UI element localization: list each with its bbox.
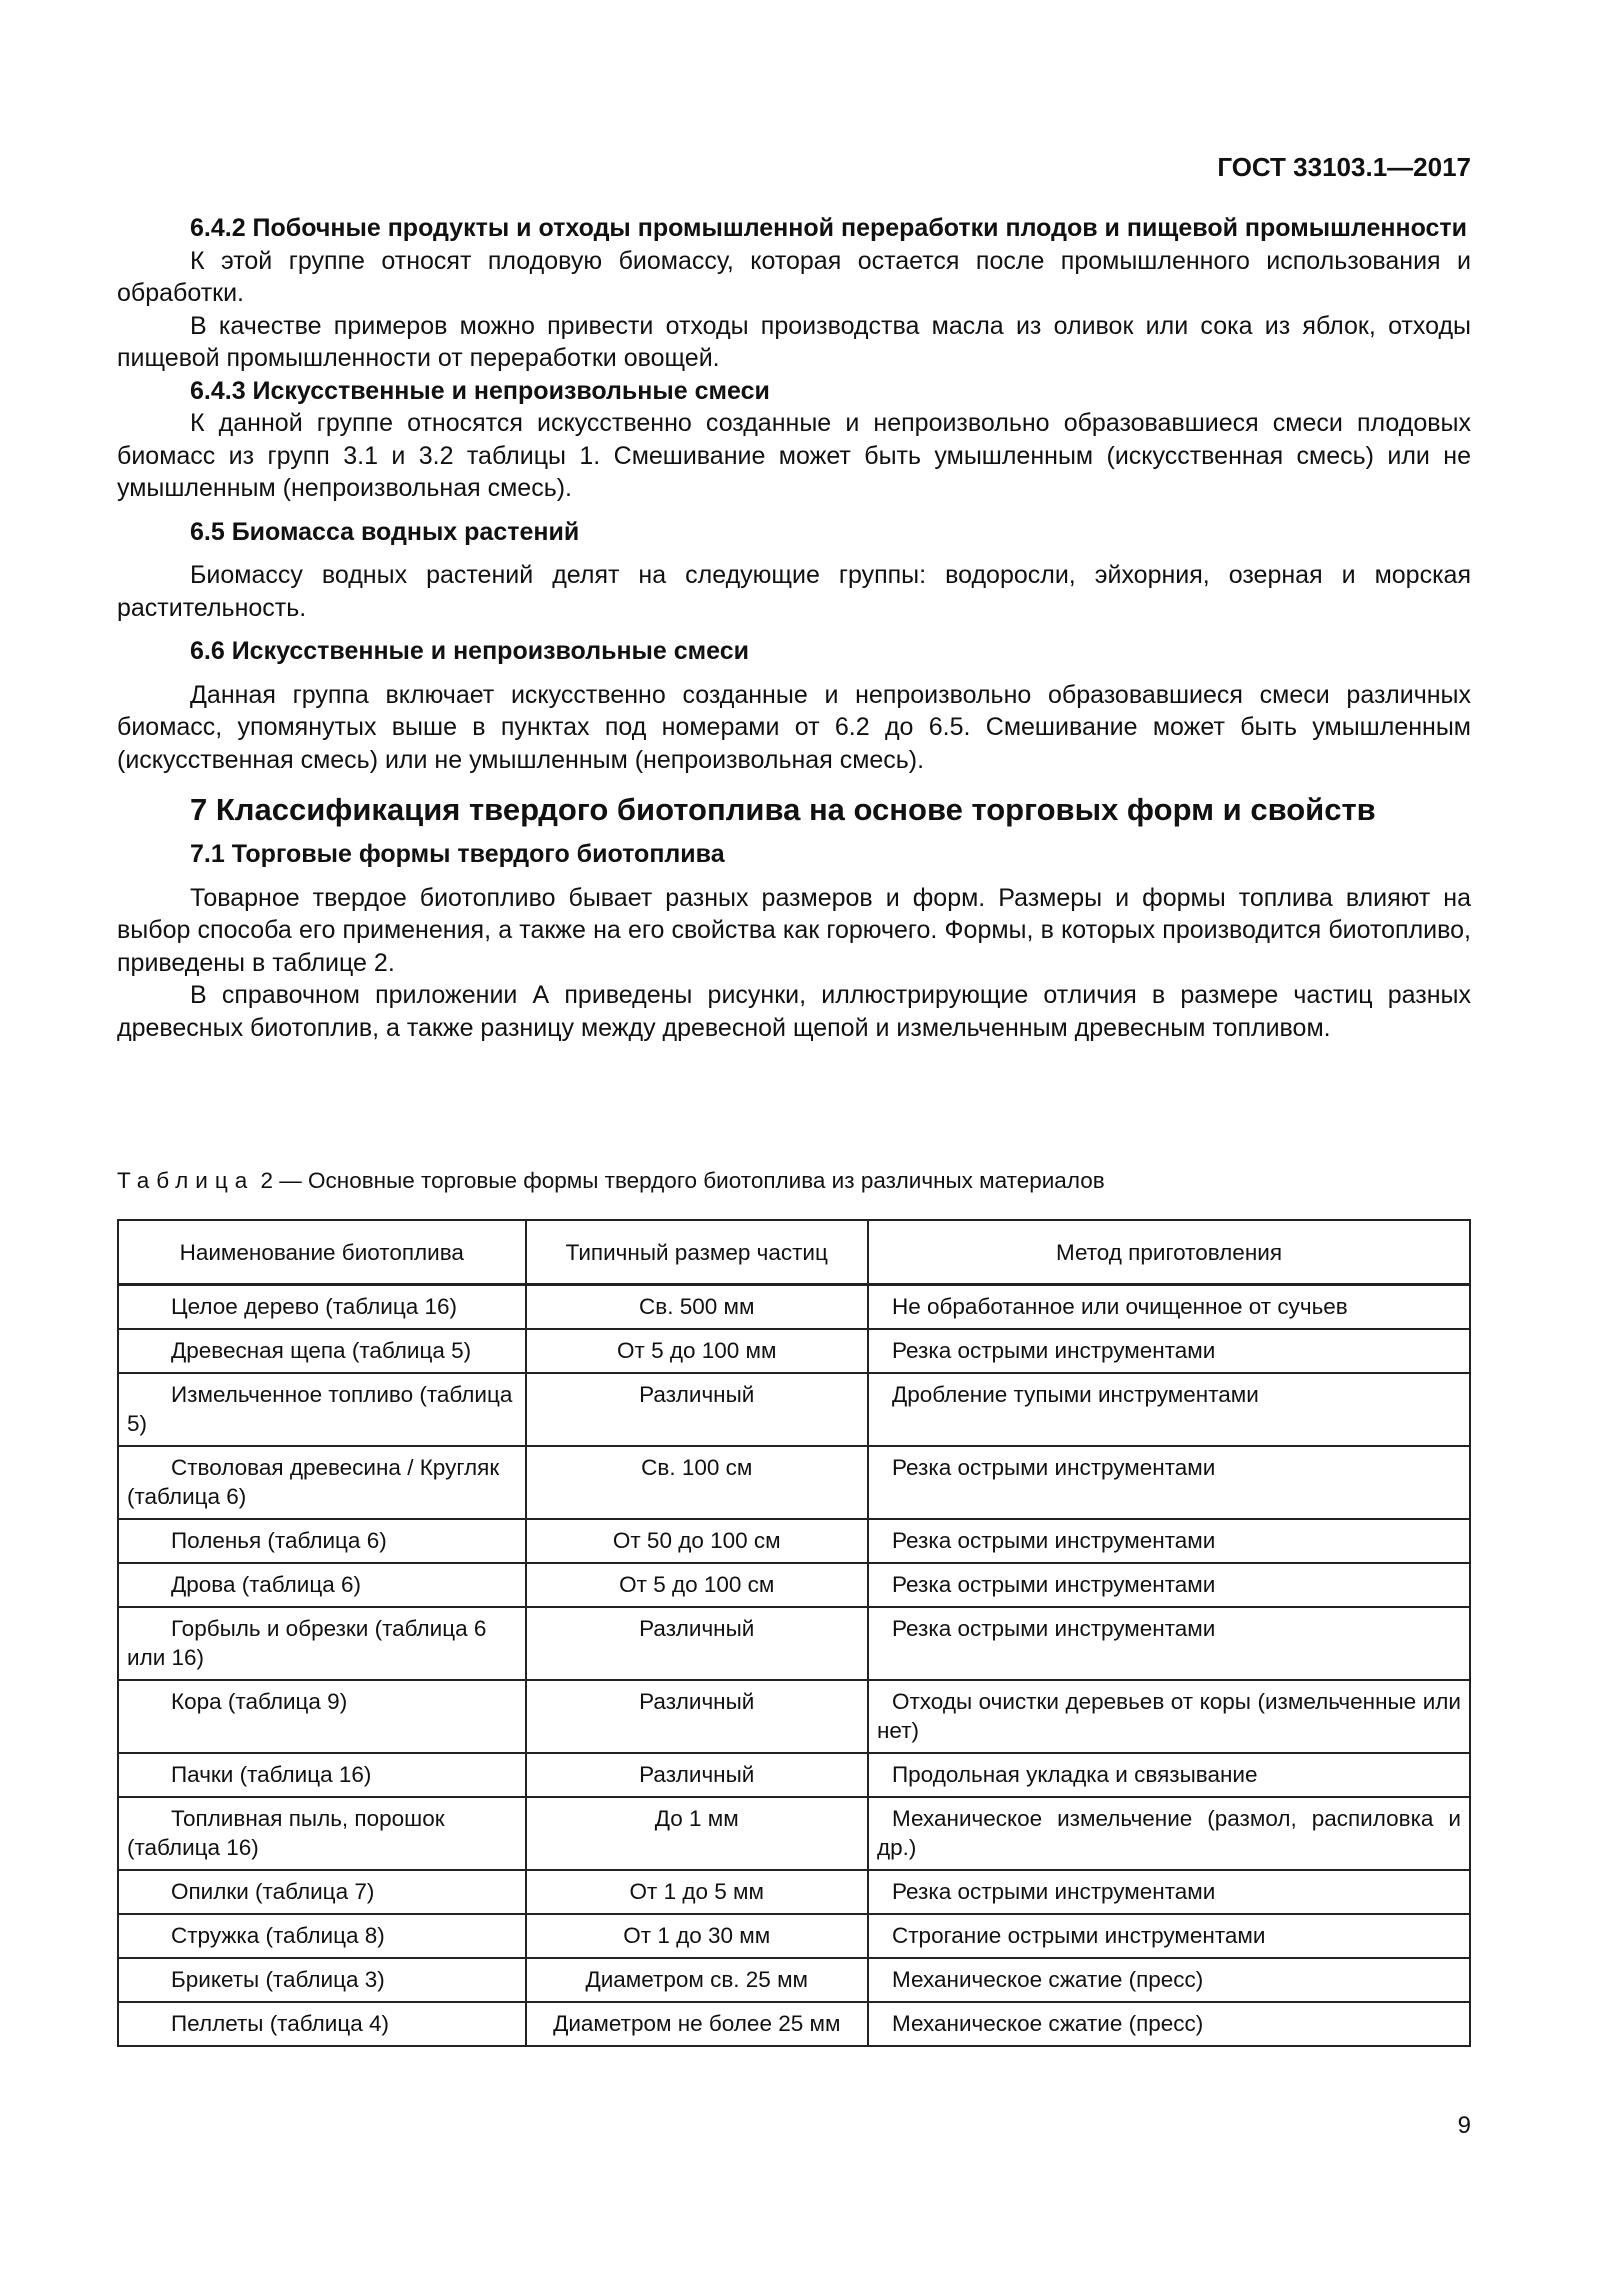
paragraph: Данная группа включает искусственно созданные и непроизвольно образовавшиеся смеси различных биомасс, упомянутых выше в пунктах под номерами от 6.2 до 6.5. Смешивание может быть умышленным (искусственная смесь) или не умышленным (непроизвольная смесь).	[117, 680, 1471, 774]
heading-6-6: 6.6 Искусственные и непроизвольные смеси	[190, 637, 749, 665]
cell-preparation-method: Резка острыми инструментами	[868, 1563, 1470, 1607]
cell-particle-size: От 1 до 5 мм	[526, 1870, 868, 1914]
paragraph: Товарное твердое биотопливо бывает разных размеров и форм. Размеры и формы топлива влияют на выбор способа его применения, а также на его свойства как горючего. Формы, в которых производится биотопливо, приведены в таблице 2.	[117, 883, 1471, 977]
table-row	[118, 1373, 1470, 1446]
cell-particle-size: Различный	[526, 1373, 868, 1446]
cell-fuel-name: Дрова (таблица 6)	[118, 1563, 526, 1607]
document-page	[117, 0, 1471, 2283]
cell-particle-size: Различный	[526, 1607, 868, 1680]
table-caption-text: — Основные торговые формы твердого биотоплива из различных материалов	[279, 1168, 1105, 1193]
cell-fuel-name: Древесная щепа (таблица 5)	[118, 1329, 526, 1373]
cell-particle-size: Различный	[526, 1753, 868, 1797]
cell-particle-size: От 5 до 100 мм	[526, 1329, 868, 1373]
table-row	[118, 2002, 1470, 2046]
table-caption-number: 2	[260, 1168, 274, 1193]
table-row	[118, 1329, 1470, 1373]
cell-preparation-method: Строгание острыми инструментами	[868, 1914, 1470, 1958]
document-id: ГОСТ 33103.1—2017	[1217, 152, 1471, 182]
cell-particle-size: Диаметром св. 25 мм	[526, 1958, 868, 2002]
paragraph: Биомассу водных растений делят на следующие группы: водоросли, эйхорния, озерная и морская растительность.	[117, 561, 1471, 622]
cell-fuel-name: Горбыль и обрезки (таблица 6 или 16)	[118, 1607, 526, 1680]
cell-fuel-name: Брикеты (таблица 3)	[118, 1958, 526, 2002]
cell-particle-size: От 5 до 100 см	[526, 1563, 868, 1607]
cell-fuel-name: Поленья (таблица 6)	[118, 1519, 526, 1563]
cell-preparation-method: Резка острыми инструментами	[868, 1870, 1470, 1914]
cell-preparation-method: Дробление тупыми инструментами	[868, 1373, 1470, 1446]
cell-preparation-method: Механическое измельчение (размол, распиловка и др.)	[868, 1797, 1470, 1870]
heading-6-5: 6.5 Биомасса водных растений	[190, 517, 580, 546]
heading-6-4-2: 6.4.2 Побочные продукты и отходы промышленной переработки плодов и пищевой промышленности	[190, 214, 1468, 242]
body-text	[117, 212, 1471, 1044]
cell-fuel-name: Стволовая древесина / Кругляк (таблица 6)	[118, 1446, 526, 1519]
paragraph: К этой группе относят плодовую биомассу, которая остается после промышленного использования и обработки.	[117, 246, 1471, 307]
table-row	[118, 1958, 1470, 2002]
cell-particle-size: Диаметром не более 25 мм	[526, 2002, 868, 2046]
biofuel-forms-table	[117, 1219, 1471, 2047]
table-row	[118, 1563, 1470, 1607]
table-row	[118, 1680, 1470, 1753]
table-row	[118, 1446, 1470, 1519]
table-header-row	[118, 1220, 1470, 1285]
table-caption-label: Таблица	[117, 1168, 255, 1193]
table-row	[118, 1285, 1470, 1330]
column-header-fuel-name: Наименование биотоплива	[118, 1220, 526, 1285]
table-body	[118, 1285, 1470, 2047]
cell-preparation-method: Резка острыми инструментами	[868, 1519, 1470, 1563]
cell-particle-size: От 50 до 100 см	[526, 1519, 868, 1563]
cell-fuel-name: Пачки (таблица 16)	[118, 1753, 526, 1797]
cell-fuel-name: Измельченное топливо (таблица 5)	[118, 1373, 526, 1446]
cell-fuel-name: Стружка (таблица 8)	[118, 1914, 526, 1958]
table-row	[118, 1914, 1470, 1958]
cell-preparation-method: Резка острыми инструментами	[868, 1446, 1470, 1519]
heading-6-4-3: 6.4.3 Искусственные и непроизвольные смеси	[190, 376, 770, 405]
table-row	[118, 1797, 1470, 1870]
cell-fuel-name: Кора (таблица 9)	[118, 1680, 526, 1753]
cell-preparation-method: Отходы очистки деревьев от коры (измельченные или нет)	[868, 1680, 1470, 1753]
cell-fuel-name: Целое дерево (таблица 16)	[118, 1285, 526, 1330]
table-row	[118, 1870, 1470, 1914]
cell-fuel-name: Топливная пыль, порошок (таблица 16)	[118, 1797, 526, 1870]
table-caption	[117, 1168, 1105, 1194]
cell-particle-size: Различный	[526, 1680, 868, 1753]
page-number: 9	[1457, 2112, 1471, 2139]
cell-particle-size: Св. 100 см	[526, 1446, 868, 1519]
cell-preparation-method: Резка острыми инструментами	[868, 1329, 1470, 1373]
cell-fuel-name: Пеллеты (таблица 4)	[118, 2002, 526, 2046]
column-header-preparation-method: Метод приготовления	[868, 1220, 1470, 1285]
heading-7: 7 Классификация твердого биотоплива на основе торговых форм и свойств	[190, 792, 1376, 827]
cell-preparation-method: Резка острыми инструментами	[868, 1607, 1470, 1680]
cell-particle-size: Св. 500 мм	[526, 1285, 868, 1330]
paragraph: В качестве примеров можно привести отходы производства масла из оливок или сока из яблок, отходы пищевой промышленности от переработки овощей.	[117, 311, 1471, 372]
table-row	[118, 1753, 1470, 1797]
cell-preparation-method: Механическое сжатие (пресс)	[868, 1958, 1470, 2002]
paragraph: В справочном приложении А приведены рисунки, иллюстрирующие отличия в размере частиц разных древесных биотоплив, а также разницу между древесной щепой и измельченным древесным топливом.	[117, 981, 1471, 1042]
cell-preparation-method: Продольная укладка и связывание	[868, 1753, 1470, 1797]
cell-fuel-name: Опилки (таблица 7)	[118, 1870, 526, 1914]
cell-particle-size: До 1 мм	[526, 1797, 868, 1870]
cell-particle-size: От 1 до 30 мм	[526, 1914, 868, 1958]
cell-preparation-method: Механическое сжатие (пресс)	[868, 2002, 1470, 2046]
table-row	[118, 1519, 1470, 1563]
paragraph: К данной группе относятся искусственно созданные и непроизвольно образовавшиеся смеси плодовых биомасс из групп 3.1 и 3.2 таблицы 1. Смешивание может быть умышленным (искусственная смесь) или не умышленным (непроизвольная смесь).	[117, 409, 1471, 502]
column-header-particle-size: Типичный размер частиц	[526, 1220, 868, 1285]
cell-preparation-method: Не обработанное или очищенное от сучьев	[868, 1285, 1470, 1330]
table-row	[118, 1607, 1470, 1680]
heading-7-1: 7.1 Торговые формы твердого биотоплива	[190, 840, 725, 868]
